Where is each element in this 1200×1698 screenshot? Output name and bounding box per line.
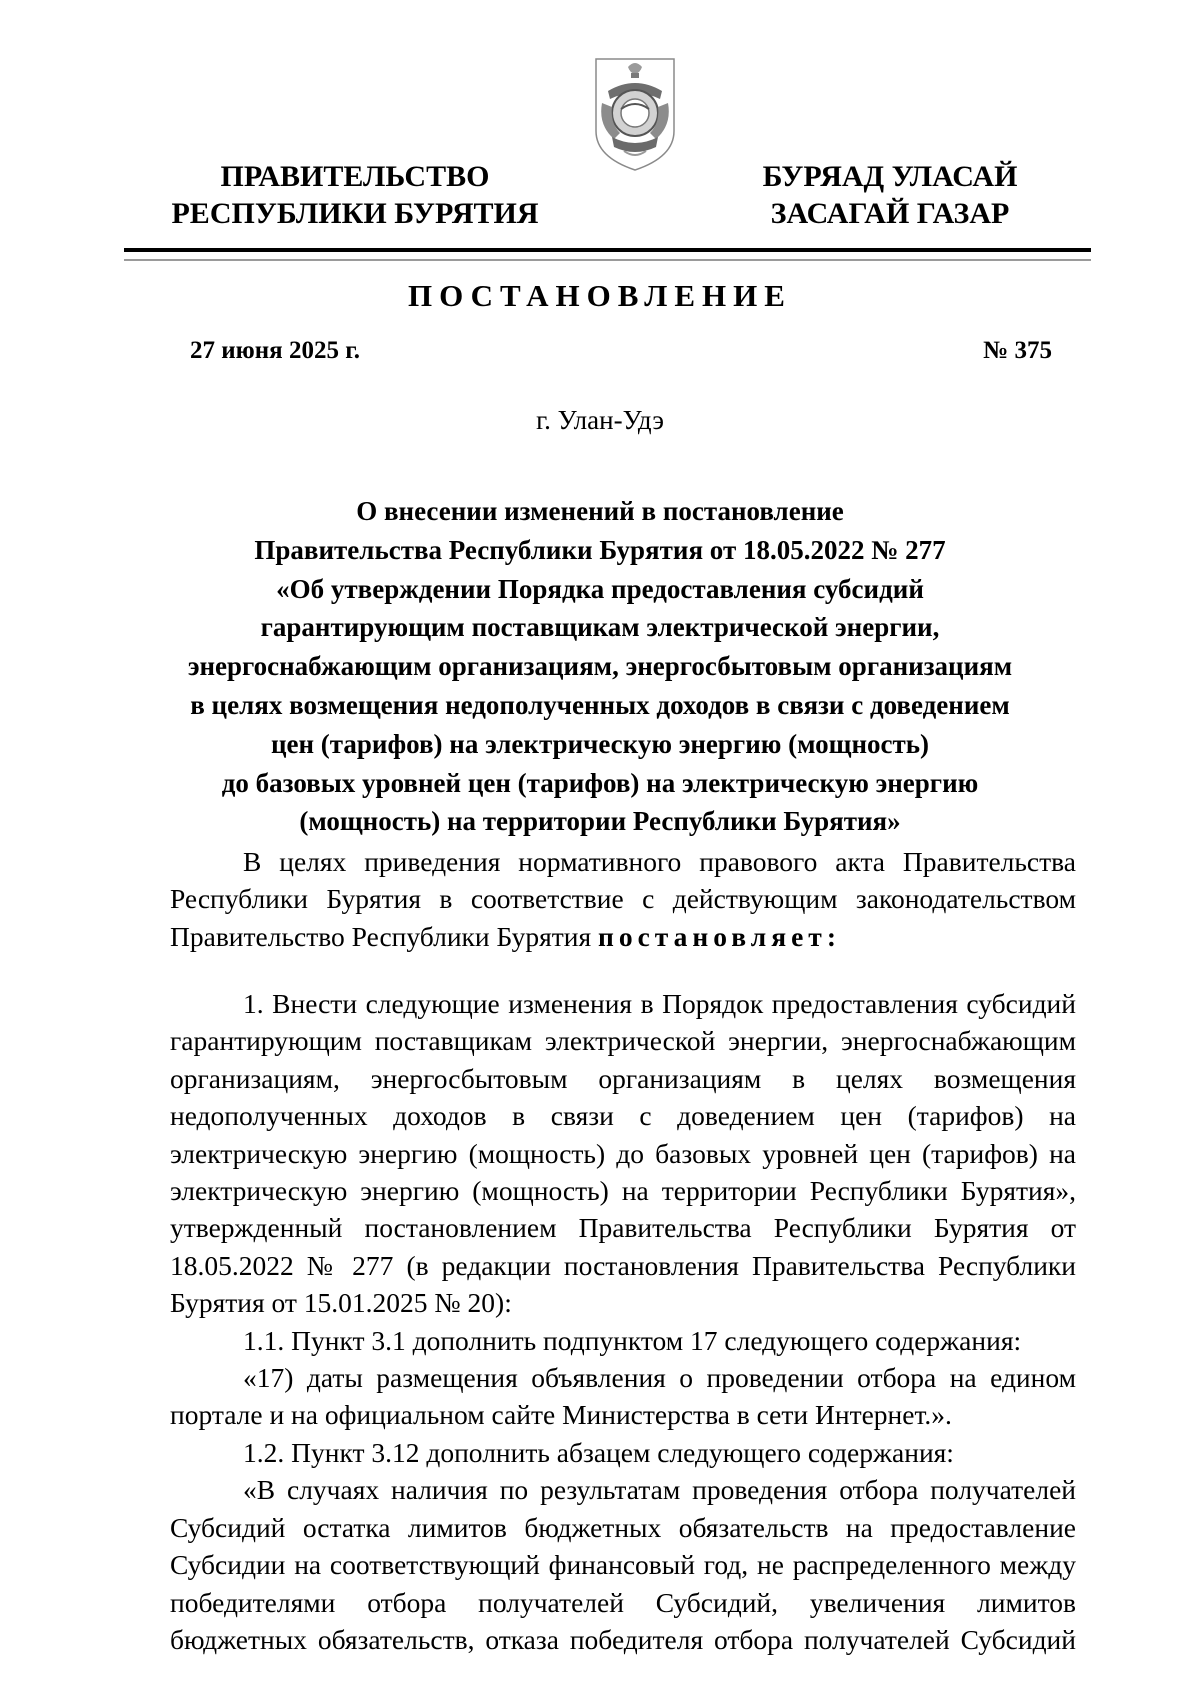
body-paragraph: «В случаях наличия по результатам проведения отбора получателей Субсидий остатка лимитов бюджетных обязательств на предоставление Субсидии на соответствующий финансовый год, не распределенного между победителями отбора получателей Субсидий, увеличения лимитов бюджетных обязательств, отказа победителя отбора получателей Субсидий: [170, 1474, 1076, 1655]
government-name-buryat: [700, 158, 1080, 232]
document-title: [150, 492, 1050, 841]
header-left-line: ПРАВИТЕЛЬСТВО: [220, 160, 490, 193]
document-city: г. Улан-Удэ: [536, 405, 664, 435]
preamble: [170, 843, 1076, 955]
header-right-line: ЗАСАГАЙ ГАЗАР: [770, 197, 1010, 230]
document-date: 27 июня 2025 г.: [190, 337, 360, 364]
title-line: гарантирующим поставщикам электрической энергии,: [260, 612, 940, 643]
coat-of-arms-icon: [588, 53, 682, 174]
body-paragraph: 1. Внести следующие изменения в Порядок предоставления субсидий гарантирующим поставщикам электрической энергии, энергоснабжающим организациям, энергосбытовым организациям в целях возмещения недополученных доходов в связи с доведением цен (тарифов) на электрическую энергию (мощность) до базовых уровней цен (тарифов) на электрическую энергию (мощность) на территории Республики Бурятия», утвержденный постановлением Правительства Республики Бурятия от 18.05.2022 № 277 (в редакции постановления Правительства Республики Бурятия от 15.01.2025 № 20):: [170, 988, 1076, 1319]
preamble-paragraph: [170, 843, 1076, 955]
resolution-body: [170, 985, 1076, 1658]
header-left-line: РЕСПУБЛИКИ БУРЯТИЯ: [171, 197, 539, 230]
header-divider-thick: [124, 248, 1091, 252]
title-line: (мощность) на территории Республики Бурятия»: [299, 806, 901, 837]
title-line: Правительства Республики Бурятия от 18.05.2022 № 277: [254, 534, 946, 565]
header-divider-thin: [124, 259, 1091, 261]
header-right-line: БУРЯАД УЛАСАЙ: [762, 160, 1018, 193]
body-paragraph: 1.1. Пункт 3.1 дополнить подпунктом 17 следующего содержания:: [243, 1324, 1022, 1356]
body-paragraph: «17) даты размещения объявления о проведении отбора на едином портале и на официальном сайте Министерства в сети Интернет.».: [170, 1362, 1076, 1431]
title-line: энергоснабжающим организациям, энергосбытовым организациям: [187, 651, 1013, 682]
title-line: «Об утверждении Порядка предоставления субсидий: [276, 573, 924, 604]
document-number: № 375: [983, 337, 1052, 364]
title-line: в целях возмещения недополученных доходов в связи с доведением: [190, 689, 1010, 720]
title-line: О внесении изменений в постановление: [356, 496, 844, 526]
body-paragraph: 1.2. Пункт 3.12 дополнить абзацем следующего содержания:: [243, 1436, 954, 1468]
document-type: ПОСТАНОВЛЕНИЕ: [408, 278, 792, 313]
preamble-text: В целях приведения нормативного правового акта Правительства Республики Бурятия в соответствие с действующим законодательством Правительство Республики Бурятия: [170, 846, 1076, 952]
resolves-word: постановляет:: [598, 920, 841, 952]
title-line: цен (тарифов) на электрическую энергию (мощность): [270, 728, 930, 759]
government-name-russian: [150, 158, 560, 232]
title-line: до базовых уровней цен (тарифов) на электрическую энергию: [221, 767, 979, 798]
